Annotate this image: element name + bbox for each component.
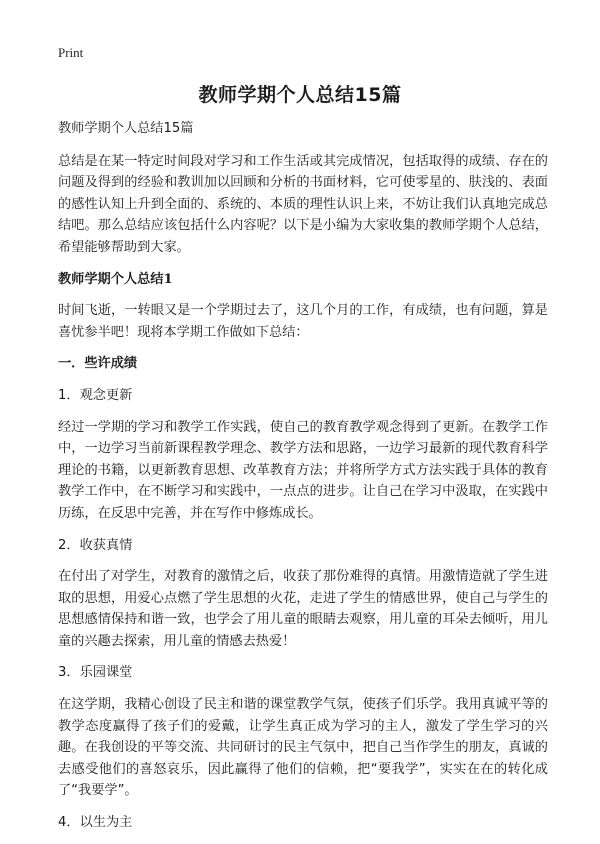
item-title: 1．观念更新 — [58, 387, 133, 403]
item-body: 在付出了对学生，对教育的激情之后，收获了那份难得的真情。用激情造就了学生进取的思想，用爱心点燃了学生思想的火花，走进了学生的情感世界，使自己与学生的思想感情保持和谐一致，也学会了用儿童的眼睛去观察，用儿童的耳朵去倾听，用儿童的兴趣去探索，用儿童的情感去热爱！ — [58, 569, 548, 649]
article-subtitle: 教师学期个人总结15篇 — [58, 121, 194, 136]
article-body — [58, 118, 548, 844]
page-title: 教师学期个人总结15篇 — [198, 84, 402, 106]
opening-paragraph: 时间飞逝，一转眼又是一个学期过去了，这几个月的工作，有成绩，也有问题，算是喜忧参半吧！现将本学期工作做如下总结： — [58, 303, 548, 340]
item-title: 4．以生为主 — [58, 815, 133, 831]
item-title: 3．乐园课堂 — [58, 665, 133, 681]
essay-heading: 教师学期个人总结1 — [58, 271, 173, 287]
item-body: 经过一学期的学习和教学工作实践，使自己的教育教学观念得到了更新。在教学工作中，一边学习当前新课程教学理念、教学方法和思路，一边学习最新的现代教育科学理论的书籍，以更新教育思想、改革教育方法；并将所学方式方法实践于具体的教育教学工作中，在不断学习和实践中，一点点的进步。让自己在学习中汲取，在实践中历练，在反思中完善，并在写作中修炼成长。 — [58, 419, 548, 521]
intro-paragraph: 总结是在某一特定时间段对学习和工作生活或其完成情况，包括取得的成绩、存在的问题及得到的经验和教训加以回顾和分析的书面材料，它可使零星的、肤浅的、表面的感性认知上升到全面的、系统的、本质的理性认识上来，不妨让我们认真地完成总结吧。那么总结应该包括什么内容呢？以下是小编为大家收集的教师学期个人总结，希望能够帮助到大家。 — [58, 153, 548, 255]
section-heading: 一．些许成绩 — [58, 356, 138, 372]
item-title: 2．收获真情 — [58, 537, 133, 553]
print-link[interactable]: Print — [58, 45, 84, 60]
item-body: 在这学期，我精心创设了民主和谐的课堂教学气氛，使孩子们乐学。我用真诚平等的教学态度赢得了孩子们的爱戴，让学生真正成为学习的主人，激发了学生学习的兴趣。在我创设的平等交流、共同研讨的民主气氛中，把自己当作学生的朋友，真诚的去感受他们的喜怒哀乐，因此赢得了他们的信赖，把“要我学”，实实在在的转化成了“我要学”。 — [58, 697, 548, 799]
